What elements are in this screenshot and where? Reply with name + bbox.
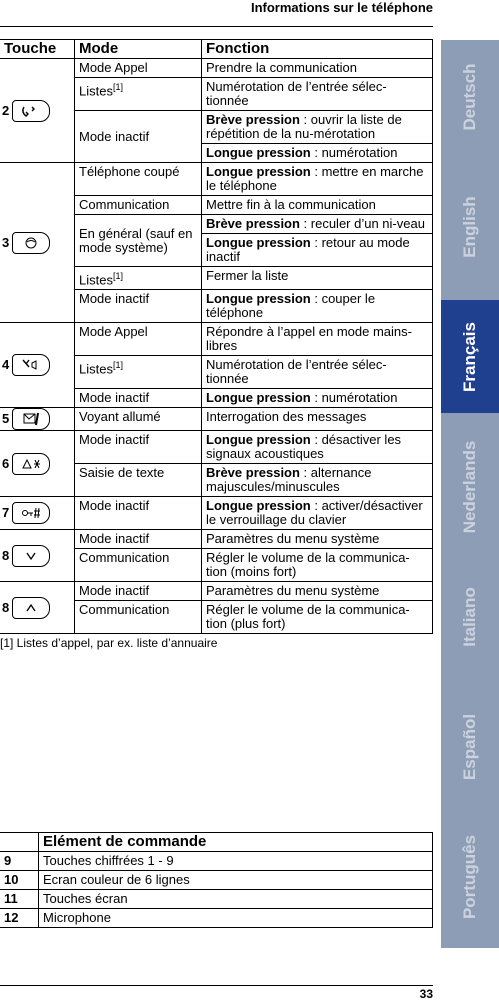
mode-text: Mode inactif: [79, 498, 150, 514]
mode-cell: [75, 163, 202, 196]
tab-français[interactable]: [441, 300, 499, 413]
tab-label: Français: [460, 321, 479, 392]
function-text: Numérotation de l’entrée sélec-tionnée: [206, 357, 387, 387]
function-text: : numérotation: [310, 145, 398, 160]
table-row: [0, 852, 433, 871]
mode-cell: [75, 111, 202, 163]
key-cell: [0, 431, 75, 497]
function-cell: [202, 356, 433, 389]
mode-text: Mode inactif: [79, 291, 150, 307]
mode-text: Listes: [79, 83, 113, 99]
function-text: : reculer d’un ni-veau: [299, 216, 425, 231]
function-text: Mettre fin à la communication: [206, 197, 376, 212]
element-label: Touches chiffrées 1 - 9: [39, 852, 433, 871]
tab-deutsch[interactable]: [441, 40, 499, 153]
function-cell: [202, 408, 433, 431]
controls-table: [0, 832, 433, 928]
mode-cell: [75, 408, 202, 431]
key-number: 8: [2, 547, 10, 563]
function-text: Fermer la liste: [206, 268, 289, 283]
function-emphasis: Longue pression: [206, 498, 311, 514]
arrow-down-icon: [12, 545, 50, 567]
mode-text: Mode inactif: [79, 128, 150, 144]
function-cell: [202, 111, 433, 144]
col-header-touche: Touche: [0, 40, 75, 59]
function-cell: [202, 290, 433, 323]
call-handset-icon: [12, 100, 50, 122]
key-number: 8: [2, 599, 10, 615]
page-header: [0, 0, 433, 27]
key-cell: [0, 582, 75, 634]
mode-text: Communication: [79, 197, 170, 212]
mode-text: Mode inactif: [79, 432, 150, 448]
function-cell: [202, 389, 433, 408]
footnote: [1] Listes d’appel, par ex. liste d’annuaire: [0, 636, 218, 650]
function-text: Régler le volume de la communica-tion (moins fort): [206, 550, 410, 580]
speaker-handset-icon: [12, 354, 50, 376]
function-text: Répondre à l’appel en mode mains-libres: [206, 324, 412, 354]
function-text: : alternance majuscules/minuscules: [206, 465, 372, 495]
function-cell: [202, 215, 433, 234]
col-header-mode: Mode: [75, 40, 202, 59]
function-cell: [202, 59, 433, 78]
function-emphasis: Longue pression: [206, 145, 311, 160]
table-row: [0, 890, 433, 909]
element-label: Ecran couleur de 6 lignes: [39, 871, 433, 890]
end-call-icon: [12, 232, 50, 254]
function-text: : mettre en marche le téléphone: [206, 164, 424, 193]
function-cell: [202, 601, 433, 634]
function-text: : retour au mode inactif: [206, 235, 410, 264]
key-number: 3: [2, 234, 10, 250]
function-cell: [202, 78, 433, 111]
table-row: [0, 408, 433, 431]
mode-text: Listes: [79, 272, 113, 288]
key-number: 2: [2, 102, 10, 118]
function-emphasis: Longue pression: [206, 235, 311, 250]
function-cell: [202, 144, 433, 163]
function-text: : numérotation: [310, 390, 398, 406]
footer-rule: [0, 985, 433, 986]
function-cell: [202, 549, 433, 582]
mode-cell: [75, 196, 202, 215]
tab-label: Nederlands: [460, 440, 479, 533]
tab-português[interactable]: [441, 820, 499, 933]
element-number: 11: [0, 890, 39, 909]
key-number: 7: [2, 505, 10, 521]
function-cell: [202, 267, 433, 290]
function-cell: [202, 497, 433, 530]
key-function-table: [0, 39, 433, 634]
mode-text: Mode inactif: [79, 583, 150, 599]
mode-text: Mode Appel: [79, 324, 148, 340]
key-cell: [0, 323, 75, 408]
element-number: 10: [0, 871, 39, 890]
function-text: : désactiver les signaux acoustiques: [206, 432, 402, 462]
key-cell: [0, 163, 75, 323]
table-row: [0, 909, 433, 928]
key-cell: [0, 408, 75, 431]
key-cell: [0, 530, 75, 582]
function-emphasis: Brève pression: [206, 216, 300, 231]
mode-text: Saisie de texte: [79, 465, 165, 481]
mode-cell: [75, 549, 202, 582]
table-row: [0, 871, 433, 890]
element-number: 12: [0, 909, 39, 928]
key-cell: [0, 59, 75, 163]
function-cell: [202, 431, 433, 464]
tab-label: English: [460, 195, 479, 258]
mode-text: En général (sauf en mode système): [79, 225, 193, 255]
page-number: 33: [419, 987, 433, 1001]
col-header-element: Elément de commande: [39, 833, 433, 852]
element-number: 9: [0, 852, 39, 871]
mode-text: Voyant allumé: [79, 409, 161, 425]
mode-text: Listes: [79, 361, 113, 377]
mode-cell: [75, 389, 202, 408]
tab-italiano[interactable]: [441, 560, 499, 673]
mode-text: Communication: [79, 602, 170, 618]
element-label: Touches écran: [39, 890, 433, 909]
function-text: Paramètres du menu système: [206, 531, 380, 547]
key-number: 4: [2, 357, 10, 373]
function-text: Régler le volume de la communica-tion (plus fort): [206, 602, 410, 632]
function-emphasis: Longue pression: [206, 432, 311, 448]
arrow-up-icon: [12, 597, 50, 619]
function-cell: [202, 196, 433, 215]
function-text: Prendre la communication: [206, 60, 358, 75]
mode-text: Mode Appel: [79, 60, 148, 75]
function-cell: [202, 234, 433, 267]
tab-label: Italiano: [460, 586, 479, 647]
element-label: Microphone: [39, 909, 433, 928]
function-text: : activer/désactiver le verrouillage du clavier: [206, 498, 423, 528]
mode-cell: [75, 290, 202, 323]
mode-cell: [75, 78, 202, 111]
table-row: [0, 431, 433, 464]
tab-label: Deutsch: [460, 62, 479, 131]
function-text: : couper le téléphone: [206, 291, 376, 321]
table-row: [0, 163, 433, 196]
key-number: 6: [2, 455, 10, 471]
table-row: [0, 530, 433, 549]
function-cell: [202, 582, 433, 601]
mode-cell: [75, 323, 202, 356]
table-row: [0, 582, 433, 601]
function-cell: [202, 163, 433, 196]
tab-nederlands[interactable]: [441, 430, 499, 543]
function-cell: [202, 530, 433, 549]
mode-text: Mode inactif: [79, 531, 150, 547]
mode-cell: [75, 356, 202, 389]
key-number: 5: [2, 411, 10, 427]
mode-cell: [75, 59, 202, 78]
table-row: [0, 497, 433, 530]
function-text: Paramètres du menu système: [206, 583, 380, 599]
function-text: Interrogation des messages: [206, 409, 367, 425]
key-hash-icon: [12, 502, 50, 524]
function-emphasis: Longue pression: [206, 164, 311, 179]
footnote-ref: [1]: [112, 360, 123, 371]
mode-cell: [75, 464, 202, 497]
col-header-fonction: Fonction: [202, 40, 433, 59]
key-cell: [0, 497, 75, 530]
function-emphasis: Brève pression: [206, 465, 300, 481]
message-envelope-icon: [12, 408, 50, 430]
page-title: Informations sur le téléphone: [250, 0, 433, 15]
col-num: [0, 833, 39, 852]
function-emphasis: Longue pression: [206, 291, 311, 307]
mode-text: Mode inactif: [79, 390, 150, 406]
tab-english[interactable]: [441, 170, 499, 283]
table-row: [0, 323, 433, 356]
tab-español[interactable]: [441, 690, 499, 803]
function-emphasis: Longue pression: [206, 390, 311, 406]
function-text: : ouvrir la liste de répétition de la nu-mérotation: [206, 112, 402, 141]
mode-text: Communication: [79, 550, 170, 566]
mode-cell: [75, 497, 202, 530]
function-emphasis: Brève pression: [206, 112, 300, 127]
table-row: [0, 59, 433, 78]
function-cell: [202, 464, 433, 497]
mode-cell: [75, 215, 202, 267]
function-text: Numérotation de l’entrée sélec-tionnée: [206, 79, 387, 108]
footnote-ref: [1]: [112, 271, 123, 281]
tab-label: Português: [460, 834, 479, 919]
tab-label: Español: [460, 713, 479, 780]
bell-star-icon: [12, 453, 50, 475]
mode-text: Téléphone coupé: [79, 164, 180, 179]
language-tabs: [441, 40, 499, 948]
mode-cell: [75, 530, 202, 549]
mode-cell: [75, 431, 202, 464]
mode-cell: [75, 601, 202, 634]
function-cell: [202, 323, 433, 356]
mode-cell: [75, 267, 202, 290]
mode-cell: [75, 582, 202, 601]
footnote-ref: [1]: [112, 82, 123, 92]
